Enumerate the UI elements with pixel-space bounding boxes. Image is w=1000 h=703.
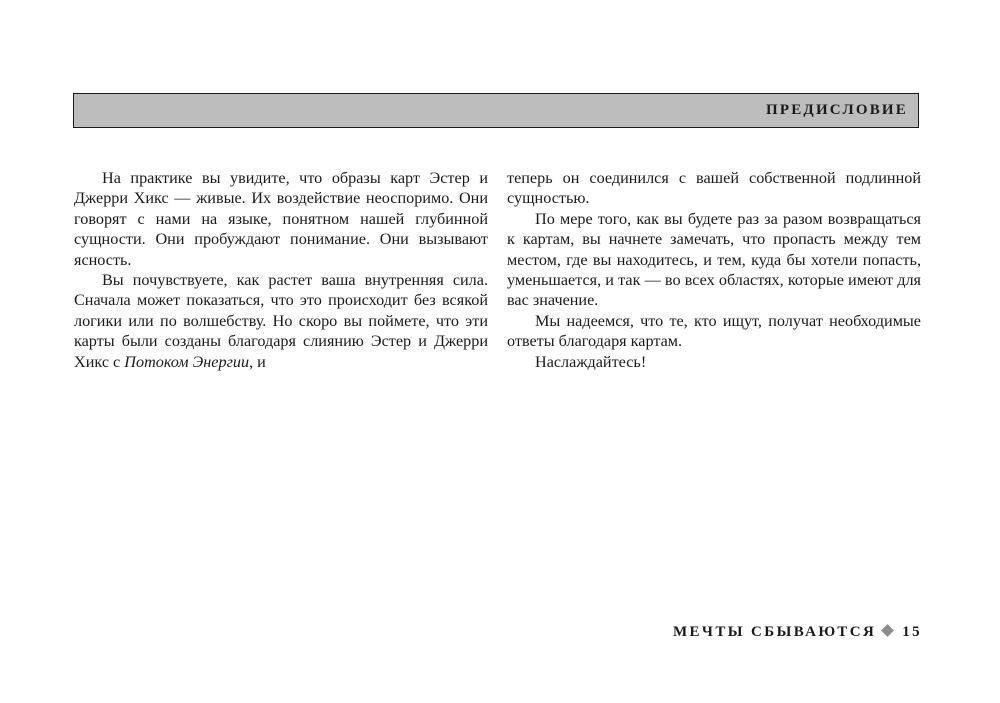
section-header-bar [73,93,919,128]
paragraph: Наслаждайтесь! [535,352,647,371]
page-footer [673,624,922,641]
paragraph-continuation: теперь он соединился с вашей собственной подлинной сущностью. [507,169,921,208]
diamond-icon [881,624,894,637]
paragraph-text: , и [249,352,266,371]
section-title: ПРЕДИСЛОВИЕ [765,102,908,118]
left-column [74,168,488,372]
emphasis-text: Потоком Энергии [124,352,250,371]
page-number: 15 [902,624,922,640]
paragraph: На практике вы увидите, что образы карт Эстер и Джерри Хикс — живые. Их воздействие неоспоримо. Они говорят с нами на языке, понятном нашей глубинной сущности. Они пробуждают понимание. Они вызывают ясность. [74,169,488,269]
paragraph: По мере того, как вы будете раз за разом возвращаться к картам, вы начнете замечать, что пропасть между тем местом, где вы находитесь, и тем, куда бы хотели попасть, уменьшается, и так — во всех областях, которые имеют для вас значение. [507,209,921,310]
right-column [507,168,921,372]
paragraph [74,270,488,372]
paragraph-text: Вы почувствуете, как растет ваша внутренняя сила. Сначала может показаться, что это происходит без всякой логики или по волшебству. Но скоро вы поймете, что эти карты были созданы благодаря слиянию Эстер и Джерри Хикс с [74,271,488,371]
book-title: МЕЧТЫ СБЫВАЮТСЯ [672,624,877,640]
paragraph: Мы надеемся, что те, кто ищут, получат необходимые ответы благодаря картам. [507,311,921,351]
